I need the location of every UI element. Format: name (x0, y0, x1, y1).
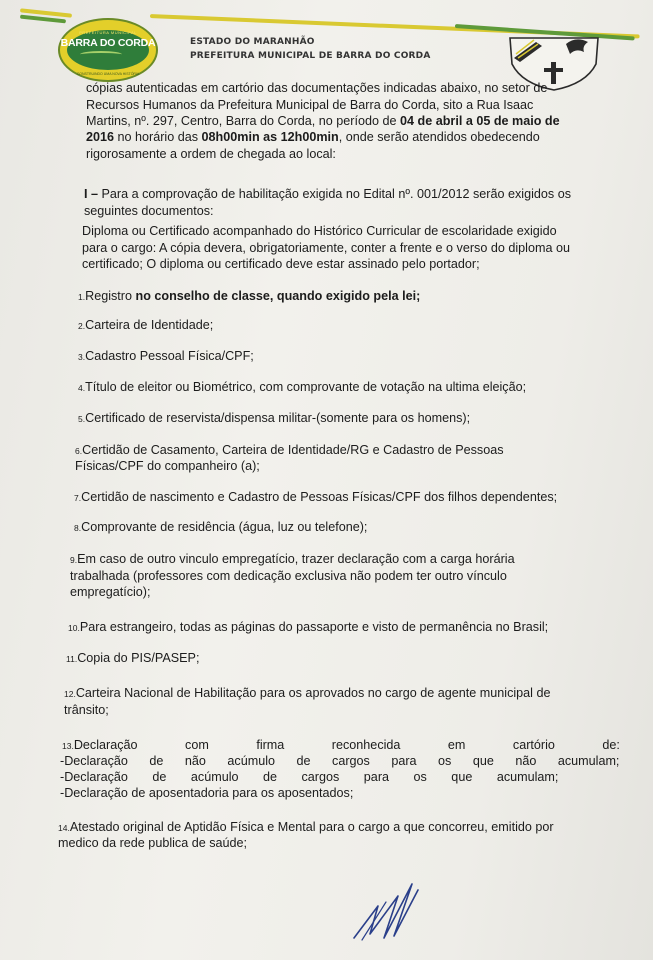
list-item-13-decl-3: -Declaração de aposentadoria para os aposentados; (60, 786, 354, 800)
intro-line-2: Recursos Humanos da Prefeitura Municipal de Barra do Corda, sito a Rua Isaac (86, 98, 534, 112)
list-item-11: 11.Copia do PIS/PASEP; (66, 651, 200, 665)
intro-line-1: cópias autenticadas em cartório das documentações indicadas abaixo, no setor de (86, 81, 548, 95)
list-item-9: 9.Em caso de outro vinculo empregatício, trazer declaração com a carga horária (70, 552, 515, 566)
diploma-line-3: certificado; O diploma ou certificado deve estar assinado pelo portador; (82, 257, 480, 271)
list-item-13-decl-1: -Declaração de não acúmulo de cargos para os que não acumulam; (60, 754, 620, 768)
logo-waves (80, 51, 122, 58)
list-item-12-cont: trânsito; (64, 703, 109, 717)
list-item-14: 14.Atestado original de Aptidão Física e Mental para o cargo a que concorreu, emitido por (58, 820, 554, 834)
state-heading: ESTADO DO MARANHÃO (190, 37, 315, 47)
signature-icon (340, 876, 430, 946)
section-heading-line-1: I – Para a comprovação de habilitação exigida no Edital nº. 001/2012 serão exigidos os (84, 187, 571, 201)
list-item-7: 7.Certidão de nascimento e Cadastro de Pessoas Físicas/CPF dos filhos dependentes; (74, 490, 558, 504)
municipality-heading: PREFEITURA MUNICIPAL DE BARRA DO CORDA (190, 51, 431, 61)
intro-line-5: rigorosamente a ordem de chegada ao local: (86, 147, 336, 161)
list-item-9-cont-2: empregatício); (70, 585, 151, 599)
list-item-5: 5.Certificado de reservista/dispensa militar-(somente para os homens); (78, 411, 471, 425)
list-item-14-cont: medico da rede publica de saúde; (58, 836, 248, 850)
logo-top-text: PREFEITURA MUNICIPAL (79, 30, 137, 35)
section-heading-line-2: seguintes documentos: (84, 204, 214, 218)
list-item-6: 6.Certidão de Casamento, Carteira de Identidade/RG e Cadastro de Pessoas (75, 443, 504, 457)
list-item-6-cont: Físicas/CPF do companheiro (a); (75, 459, 260, 473)
list-item-9-cont-1: trabalhada (professores com dedicação exclusiva não podem ter outro vínculo (70, 569, 507, 583)
list-item-13: 13.Declaração com firma reconhecida em cartório de: (62, 738, 620, 752)
logo-main-text: BARRA DO CORDA (60, 37, 156, 49)
list-item-3: 3.Cadastro Pessoal Física/CPF; (78, 349, 254, 363)
list-item-1: 1.Registro no conselho de classe, quando exigido pela lei; (78, 289, 421, 303)
intro-line-3: Martins, nº. 297, Centro, Barra do Corda, no período de 04 de abril a 05 de maio de (86, 114, 560, 128)
diploma-line-2: para o cargo: A cópia devera, obrigatoriamente, conter a frente e o verso do diploma ou (82, 241, 570, 255)
list-item-4: 4.Título de eleitor ou Biométrico, com comprovante de votação na ultima eleição; (78, 380, 527, 394)
list-item-8: 8.Comprovante de residência (água, luz ou telefone); (74, 520, 368, 534)
list-item-10: 10.Para estrangeiro, todas as páginas do passaporte e visto de permanência no Brasil; (68, 620, 549, 634)
logo-inner-ring (67, 30, 149, 70)
list-item-13-decl-2: -Declaração de acúmulo de cargos para os que acumulam; (60, 770, 559, 784)
municipal-logo (58, 18, 158, 82)
list-item-12: 12.Carteira Nacional de Habilitação para os aprovados no cargo de agente municipal de (64, 686, 551, 700)
intro-line-4: 2016 no horário das 08h00min as 12h00min, onde serão atendidos obedecendo (86, 130, 540, 144)
list-item-2: 2.Carteira de Identidade; (78, 318, 214, 332)
diploma-line-1: Diploma ou Certificado acompanhado do Histórico Curricular de escolaridade exigido (82, 224, 557, 238)
logo-bottom-text: CONSTRUINDO UMA NOVA HISTÓRIA (76, 72, 140, 76)
